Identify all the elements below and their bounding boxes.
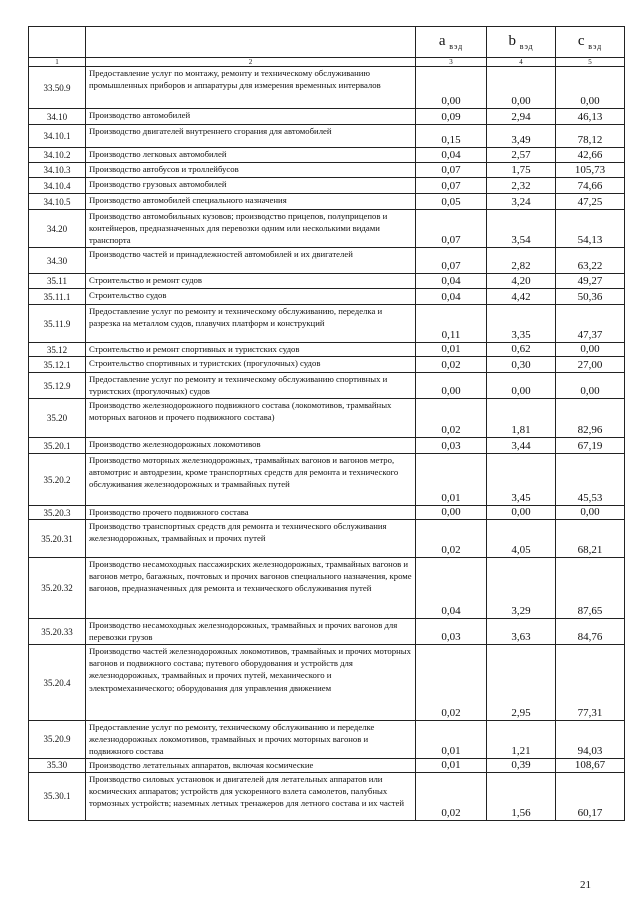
code-cell: 35.30.1 [29,772,86,820]
table-row [29,399,625,438]
value-b-cell: 2,32 [487,178,556,194]
value-b-cell: 0,39 [487,758,556,772]
value-c-cell: 68,21 [556,520,625,558]
code-cell: 34.20 [29,210,86,248]
value-b-cell: 0,00 [487,506,556,520]
code-cell: 34.10.3 [29,163,86,178]
value-c-cell: 63,22 [556,248,625,274]
value-a-cell: 0,11 [416,305,487,343]
activity-name-cell: Строительство и ремонт судов [86,274,416,289]
value-a-cell: 0,01 [416,758,487,772]
table-row [29,758,625,772]
column-index: 4 [487,58,556,67]
value-a-cell: 0,15 [416,125,487,148]
code-cell: 35.11.1 [29,289,86,305]
activity-name-cell: Производство железнодорожного подвижного состава (локомотивов, трамвайных моторных вагонов и прочего подвижного состава) [86,399,416,438]
table-row [29,438,625,454]
value-c-cell: 78,12 [556,125,625,148]
value-c-cell: 45,53 [556,454,625,506]
value-a-cell: 0,03 [416,438,487,454]
value-b-cell: 2,95 [487,645,556,721]
value-a-cell: 0,02 [416,357,487,373]
table-row [29,343,625,357]
value-a-cell: 0,07 [416,210,487,248]
value-b-cell: 2,94 [487,109,556,125]
value-a-cell: 0,02 [416,645,487,721]
table-row [29,178,625,194]
code-cell: 35.20.1 [29,438,86,454]
table-row [29,125,625,148]
code-cell: 35.20 [29,399,86,438]
activity-name-cell: Производство железнодорожных локомотивов [86,438,416,454]
value-b-cell: 3,44 [487,438,556,454]
code-cell: 35.20.31 [29,520,86,558]
table-row [29,558,625,619]
value-a-cell: 0,04 [416,289,487,305]
table-row [29,194,625,210]
code-cell: 33.50.9 [29,67,86,109]
activity-name-cell: Производство несамоходных железнодорожных, трамвайных и прочих вагонов для перевозки грузов [86,619,416,645]
table-row [29,520,625,558]
table-row [29,148,625,163]
activity-name-cell: Производство частей железнодорожных локомотивов, трамвайных и прочих моторных вагонов и подвижного состава; путевого оборудования и устройств для железнодорожных, трамвайных и прочих путей, механического и электромеханического; оборудования для управления движением [86,645,416,721]
value-b-cell: 2,82 [487,248,556,274]
value-b-cell: 1,81 [487,399,556,438]
code-cell: 35.12.1 [29,357,86,373]
table-row [29,357,625,373]
column-index-row [29,58,625,67]
value-b-cell: 4,20 [487,274,556,289]
table-row [29,721,625,759]
value-c-cell: 82,96 [556,399,625,438]
table-row [29,289,625,305]
code-cell: 34.10.4 [29,178,86,194]
value-c-cell: 0,00 [556,506,625,520]
value-b-cell: 3,35 [487,305,556,343]
value-c-cell: 49,27 [556,274,625,289]
value-a-cell: 0,07 [416,163,487,178]
value-b-cell: 3,63 [487,619,556,645]
code-cell: 34.10.5 [29,194,86,210]
value-a-cell: 0,01 [416,343,487,357]
header-col-c: c $_{вэд}$ [556,27,625,58]
code-cell: 35.20.32 [29,558,86,619]
value-b-cell: 4,42 [487,289,556,305]
value-c-cell: 87,65 [556,558,625,619]
table-row [29,506,625,520]
column-index: 3 [416,58,487,67]
value-a-cell: 0,04 [416,274,487,289]
value-c-cell: 42,66 [556,148,625,163]
table-row [29,109,625,125]
code-cell: 35.20.9 [29,721,86,759]
code-cell: 34.10.2 [29,148,86,163]
value-b-cell: 1,56 [487,772,556,820]
activity-name-cell: Производство автомобильных кузовов; производство прицепов, полуприцепов и контейнеров, предназначенных для перевозки одним или несколькими видами транспорта [86,210,416,248]
activity-name-cell: Производство прочего подвижного состава [86,506,416,520]
value-a-cell: 0,04 [416,558,487,619]
value-a-cell: 0,07 [416,178,487,194]
value-c-cell: 46,13 [556,109,625,125]
value-a-cell: 0,02 [416,399,487,438]
value-a-cell: 0,07 [416,248,487,274]
activity-name-cell: Производство несамоходных пассажирских железнодорожных, трамвайных вагонов и вагонов метро, багажных, почтовых и прочих вагонов специального назначения, кроме вагонов, предназначенных для ремонта и технического обслуживания путей [86,558,416,619]
table-row [29,619,625,645]
header-name-cell [86,27,416,58]
activity-name-cell: Производство легковых автомобилей [86,148,416,163]
activity-name-cell: Производство моторных железнодорожных, трамвайных вагонов и вагонов метро, автомотрис и автодрезин, кроме транспортных средств для ремонта и технического обслуживания железнодорожных и трамвайных путей [86,454,416,506]
code-cell: 34.10 [29,109,86,125]
value-a-cell: 0,01 [416,721,487,759]
code-cell: 35.20.33 [29,619,86,645]
value-b-cell: 3,29 [487,558,556,619]
value-a-cell: 0,01 [416,454,487,506]
code-cell: 34.30 [29,248,86,274]
value-b-cell: 0,00 [487,67,556,109]
activity-name-cell: Производство двигателей внутреннего сгорания для автомобилей [86,125,416,148]
column-index: 1 [29,58,86,67]
value-c-cell: 67,19 [556,438,625,454]
value-a-cell: 0,04 [416,148,487,163]
value-b-cell: 3,49 [487,125,556,148]
value-c-cell: 84,76 [556,619,625,645]
value-b-cell: 0,62 [487,343,556,357]
value-b-cell: 1,75 [487,163,556,178]
code-cell: 35.30 [29,758,86,772]
value-b-cell: 0,30 [487,357,556,373]
activity-name-cell: Производство частей и принадлежностей автомобилей и их двигателей [86,248,416,274]
table-row [29,373,625,399]
activity-name-cell: Производство силовых установок и двигателей для летательных аппаратов или космических аппаратов; устройств для ускоренного взлета самолетов, палубных тормозных устройств; наземных летных тренажеров для летного состава и их частей [86,772,416,820]
activity-name-cell: Предоставление услуг по ремонту и техническому обслуживанию спортивных и туристских (прогулочных) судов [86,373,416,399]
activity-name-cell: Предоставление услуг по ремонту, техническому обслуживанию и переделке железнодорожных локомотивов, трамвайных и прочих моторных вагонов и подвижного состава [86,721,416,759]
value-b-cell: 1,21 [487,721,556,759]
activity-name-cell: Предоставление услуг по ремонту и техническому обслуживанию, переделка и разрезка на металлом судов, плавучих платформ и конструкций [86,305,416,343]
value-b-cell: 4,05 [487,520,556,558]
value-a-cell: 0,02 [416,772,487,820]
header-row [29,27,625,58]
code-cell: 35.20.4 [29,645,86,721]
code-cell: 35.12.9 [29,373,86,399]
value-a-cell: 0,02 [416,520,487,558]
code-cell: 35.12 [29,343,86,357]
value-b-cell: 3,45 [487,454,556,506]
value-a-cell: 0,00 [416,67,487,109]
value-c-cell: 94,03 [556,721,625,759]
table-row [29,454,625,506]
table-row [29,645,625,721]
value-a-cell: 0,00 [416,506,487,520]
code-cell: 35.20.3 [29,506,86,520]
value-c-cell: 50,36 [556,289,625,305]
value-c-cell: 0,00 [556,373,625,399]
value-c-cell: 77,31 [556,645,625,721]
header-col-a: a $_{вэд}$ [416,27,487,58]
coefficient-table [28,26,625,821]
activity-name-cell: Строительство судов [86,289,416,305]
value-b-cell: 3,24 [487,194,556,210]
activity-name-cell: Строительство спортивных и туристских (прогулочных) судов [86,357,416,373]
code-cell: 35.20.2 [29,454,86,506]
table-row [29,67,625,109]
value-c-cell: 47,37 [556,305,625,343]
value-b-cell: 3,54 [487,210,556,248]
code-cell: 35.11 [29,274,86,289]
value-c-cell: 105,73 [556,163,625,178]
header-col-b: b $_{вэд}$ [487,27,556,58]
value-a-cell: 0,05 [416,194,487,210]
activity-name-cell: Предоставление услуг по монтажу, ремонту и техническому обслуживанию промышленных приборов и аппаратуры для измерения временных интервалов [86,67,416,109]
activity-name-cell: Производство грузовых автомобилей [86,178,416,194]
code-cell: 34.10.1 [29,125,86,148]
value-b-cell: 2,57 [487,148,556,163]
table-row [29,772,625,820]
value-a-cell: 0,09 [416,109,487,125]
code-cell: 35.11.9 [29,305,86,343]
value-c-cell: 60,17 [556,772,625,820]
table-row [29,305,625,343]
column-index: 5 [556,58,625,67]
value-c-cell: 74,66 [556,178,625,194]
page-number: 21 [580,879,591,891]
activity-name-cell: Строительство и ремонт спортивных и туристских судов [86,343,416,357]
column-index: 2 [86,58,416,67]
activity-name-cell: Производство автомобилей специального назначения [86,194,416,210]
activity-name-cell: Производство транспортных средств для ремонта и технического обслуживания железнодорожных, трамвайных и прочих путей [86,520,416,558]
table-row [29,163,625,178]
value-c-cell: 0,00 [556,67,625,109]
value-c-cell: 47,25 [556,194,625,210]
table-row [29,210,625,248]
value-c-cell: 108,67 [556,758,625,772]
value-a-cell: 0,00 [416,373,487,399]
value-b-cell: 0,00 [487,373,556,399]
header-code-cell [29,27,86,58]
table-row [29,248,625,274]
table-row [29,274,625,289]
activity-name-cell: Производство летательных аппаратов, включая космические [86,758,416,772]
value-c-cell: 27,00 [556,357,625,373]
value-c-cell: 54,13 [556,210,625,248]
value-c-cell: 0,00 [556,343,625,357]
value-a-cell: 0,03 [416,619,487,645]
activity-name-cell: Производство автобусов и троллейбусов [86,163,416,178]
activity-name-cell: Производство автомобилей [86,109,416,125]
